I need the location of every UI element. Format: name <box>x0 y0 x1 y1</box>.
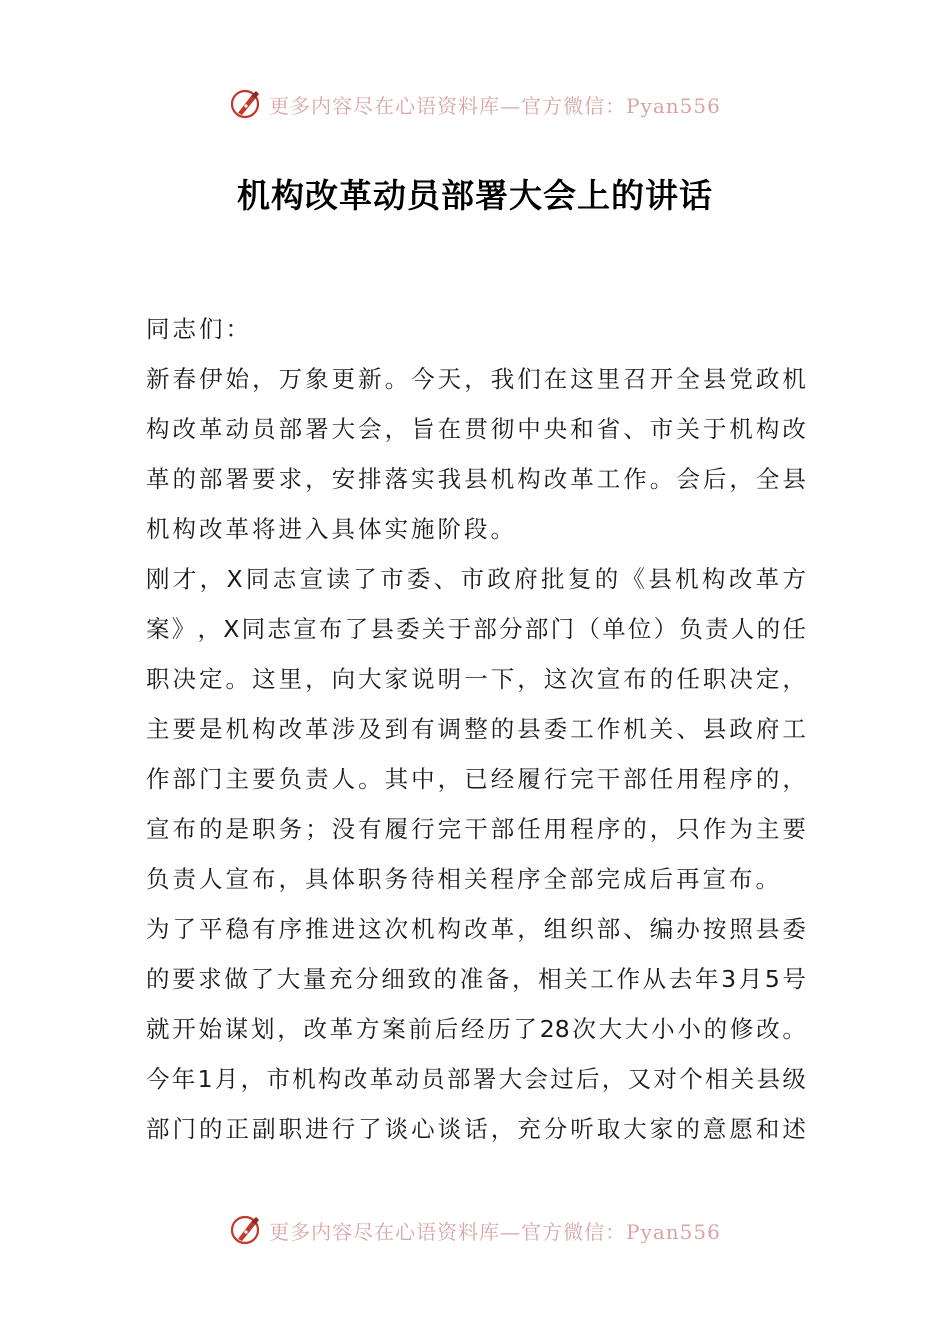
text-line: 主 要 是 机 构 改 革 涉 及 到 有 调 整 的 县 委 工 作 机 关 、 县 政 府 工 <box>146 715 806 743</box>
pen-nib-logo-icon <box>229 1213 263 1247</box>
text-line: 新 春 伊 始 ， 万 象 更 新 。 今 天 ， 我 们 在 这 里 召 开 全 县 党 政 机 <box>146 365 806 393</box>
header-watermark <box>0 84 950 124</box>
text-line: 为 了 平 稳 有 序 推 进 这 次 机 构 改 革 ， 组 织 部 、 编 办 按 照 县 委 <box>146 915 806 943</box>
watermark-text: 更多内容尽在心语资料库—官方微信：Pyan556 <box>269 1219 721 1244</box>
text-line: 宣 布 的 是 职 务 ； 没 有 履 行 完 干 部 任 用 程 序 的 ， 只 作 为 主 要 <box>146 815 806 843</box>
text-line: 就 开 始 谋 划 ， 改 革 方 案 前 后 经 历 了 28 次 大 大 小 小 的 修 改 。 <box>146 1015 806 1043</box>
text-line: 职 决 定 。 这 里 ， 向 大 家 说 明 一 下 ， 这 次 宣 布 的 任 职 决 定 ， <box>146 665 806 693</box>
document-body <box>146 304 806 1154</box>
text-line: 部 门 的 正 副 职 进 行 了 谈 心 谈 话 ， 充 分 听 取 大 家 的 意 愿 和 述 <box>146 1115 806 1143</box>
text-line: 案 》 ， X 同 志 宣 布 了 县 委 关 于 部 分 部 门 （ 单 位 ） 负 责 人 的 任 <box>146 615 806 643</box>
text-line: 革 的 部 署 要 求 ， 安 排 落 实 我 县 机 构 改 革 工 作 。 会 后 ， 全 县 <box>146 465 806 493</box>
text-line: 刚 才 ， X 同 志 宣 读 了 市 委 、 市 政 府 批 复 的 《 县 机 构 改 革 方 <box>146 565 806 593</box>
text-line: 今 年 1 月 ， 市 机 构 改 革 动 员 部 署 大 会 过 后 ， 又 对 个 相 关 县 级 <box>146 1065 806 1093</box>
document-title: 机构改革动员部署大会上的讲话 <box>237 176 713 215</box>
footer-watermark <box>0 1210 950 1250</box>
text-line: 机构改革将进入具体实施阶段。 <box>146 515 517 543</box>
watermark-text: 更多内容尽在心语资料库—官方微信：Pyan556 <box>269 93 721 118</box>
text-line: 作 部 门 主 要 负 责 人 。 其 中 ， 已 经 履 行 完 干 部 任 用 程 序 的 ， <box>146 765 806 793</box>
text-line: 负责人宣布，具体职务待相关程序全部完成后再宣布。 <box>146 865 782 893</box>
text-line: 同志们： <box>146 315 252 343</box>
pen-nib-logo-icon <box>229 87 263 121</box>
text-line: 构 改 革 动 员 部 署 大 会 ， 旨 在 贯 彻 中 央 和 省 、 市 关 于 机 构 改 <box>146 415 806 443</box>
text-line: 的 要 求 做 了 大 量 充 分 细 致 的 准 备 ， 相 关 工 作 从 去 年 3 月 5 号 <box>146 965 806 993</box>
